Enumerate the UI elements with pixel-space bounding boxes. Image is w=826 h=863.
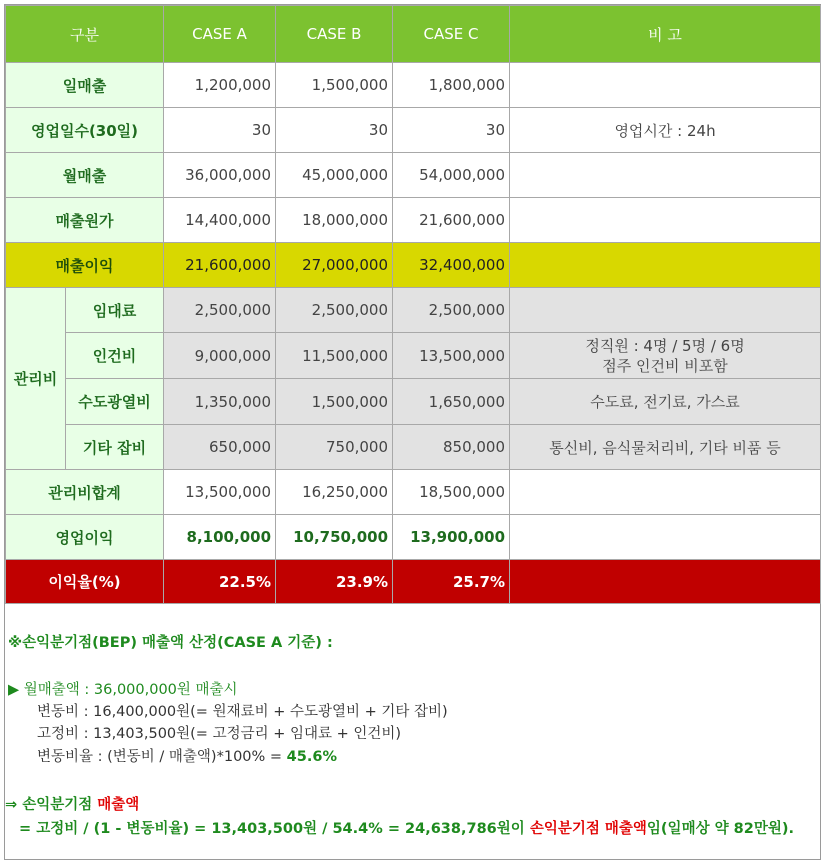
cell-note: [510, 153, 821, 198]
cell-case-a: 650,000: [164, 425, 276, 470]
cell-case-b: 10,750,000: [276, 515, 393, 560]
row-label: 임대료: [66, 288, 164, 333]
notes-text: 임(일매상 약 82만원).: [646, 821, 795, 837]
header-case-b: CASE B: [276, 6, 393, 63]
cell-case-b: 45,000,000: [276, 153, 393, 198]
cell-case-a: 8,100,000: [164, 515, 276, 560]
cell-case-b: 18,000,000: [276, 198, 393, 243]
note-line: 정직원 : 4명 / 5명 / 6명: [585, 336, 745, 355]
cell-note: [510, 560, 821, 604]
cell-case-a: 21,600,000: [164, 243, 276, 288]
note-line: 점주 인건비 비포함: [602, 356, 728, 375]
notes-highlight: 손익분기점 매출액: [529, 821, 647, 837]
cell-case-b: 16,250,000: [276, 470, 393, 515]
header-row: [6, 6, 821, 63]
cell-case-a: 30: [164, 108, 276, 153]
cell-case-b: 1,500,000: [276, 63, 393, 108]
row-margin: [6, 560, 821, 604]
notes-line-bep-result: [19, 817, 794, 838]
row-label: 이익율(%): [6, 560, 164, 604]
row-labor: [6, 333, 821, 379]
row-misc: [6, 425, 821, 470]
notes-line-ratio: [37, 745, 337, 766]
cell-note: [510, 333, 821, 379]
cell-case-a: 2,500,000: [164, 288, 276, 333]
cell-case-a: 13,500,000: [164, 470, 276, 515]
cell-case-b: 11,500,000: [276, 333, 393, 379]
row-label: 일매출: [6, 63, 164, 108]
row-days: [6, 108, 821, 153]
header-case-a: CASE A: [164, 6, 276, 63]
row-op-profit: [6, 515, 821, 560]
row-label: 기타 잡비: [66, 425, 164, 470]
cell-note: [510, 470, 821, 515]
notes-line-variable: 변동비 : 16,400,000원(= 원재료비 + 수도광열비 + 기타 잡비): [37, 704, 448, 720]
row-label: 인건비: [66, 333, 164, 379]
cell-note: 통신비, 음식물처리비, 기타 비품 등: [510, 425, 821, 470]
cell-case-a: 9,000,000: [164, 333, 276, 379]
notes-text: = 고정비 / (1 - 변동비율) = 13,403,500원 / 54.4% = 24,638,786원이: [19, 821, 530, 837]
row-label: 매출이익: [6, 243, 164, 288]
cell-note: [510, 63, 821, 108]
cell-case-b: 1,500,000: [276, 379, 393, 425]
cell-case-b: 27,000,000: [276, 243, 393, 288]
cell-case-a: 1,200,000: [164, 63, 276, 108]
cell-case-c: 1,650,000: [393, 379, 510, 425]
cell-case-c: 54,000,000: [393, 153, 510, 198]
cell-note: [510, 515, 821, 560]
notes-ratio-value: 45.6%: [286, 749, 337, 765]
notes-highlight: 매출액: [97, 797, 140, 813]
row-daily-sales: [6, 63, 821, 108]
notes-line-monthly: [8, 678, 238, 699]
row-label: 수도광열비: [66, 379, 164, 425]
cell-case-a: 14,400,000: [164, 198, 276, 243]
row-label: 영업일수(30일): [6, 108, 164, 153]
row-cogs: [6, 198, 821, 243]
cell-note: 영업시간 : 24h: [510, 108, 821, 153]
header-note: 비 고: [510, 6, 821, 63]
notes-line-fixed: 고정비 : 13,403,500원(= 고정금리 + 임대료 + 인건비): [37, 726, 402, 742]
bep-document: [4, 4, 821, 860]
row-label: 매출원가: [6, 198, 164, 243]
row-rent: [6, 288, 821, 333]
cell-case-b: 30: [276, 108, 393, 153]
cell-case-c: 25.7%: [393, 560, 510, 604]
row-monthly-sales: [6, 153, 821, 198]
notes-line-bep-title: [5, 793, 139, 814]
cell-case-c: 21,600,000: [393, 198, 510, 243]
cell-case-b: 2,500,000: [276, 288, 393, 333]
notes-title: ※손익분기점(BEP) 매출액 산정(CASE A 기준) :: [8, 635, 333, 651]
row-label: 월매출: [6, 153, 164, 198]
row-label: 영업이익: [6, 515, 164, 560]
sales-table: [5, 5, 821, 604]
notes-text: 변동비율 : (변동비 / 매출액)*100% =: [37, 749, 287, 765]
notes-text: ▶ 월매출액 : 36,000,000원 매출시: [8, 682, 238, 698]
cell-case-b: 23.9%: [276, 560, 393, 604]
cell-case-c: 13,900,000: [393, 515, 510, 560]
cell-case-a: 1,350,000: [164, 379, 276, 425]
cell-case-a: 36,000,000: [164, 153, 276, 198]
header-case-c: CASE C: [393, 6, 510, 63]
notes-text: ⇒ 손익분기점: [5, 797, 98, 813]
cell-case-c: 1,800,000: [393, 63, 510, 108]
header-category: 구분: [6, 6, 164, 63]
cell-case-c: 850,000: [393, 425, 510, 470]
row-mgmt-total: [6, 470, 821, 515]
row-gross-profit: [6, 243, 821, 288]
row-utilities: [6, 379, 821, 425]
cell-case-a: 22.5%: [164, 560, 276, 604]
row-label: 관리비합계: [6, 470, 164, 515]
cell-case-c: 18,500,000: [393, 470, 510, 515]
cell-note: 수도료, 전기료, 가스료: [510, 379, 821, 425]
cell-note: [510, 288, 821, 333]
cell-case-c: 13,500,000: [393, 333, 510, 379]
cell-case-b: 750,000: [276, 425, 393, 470]
cell-case-c: 30: [393, 108, 510, 153]
cell-case-c: 32,400,000: [393, 243, 510, 288]
mgmt-group-label: 관리비: [6, 288, 66, 470]
cell-case-c: 2,500,000: [393, 288, 510, 333]
cell-note: [510, 243, 821, 288]
cell-note: [510, 198, 821, 243]
